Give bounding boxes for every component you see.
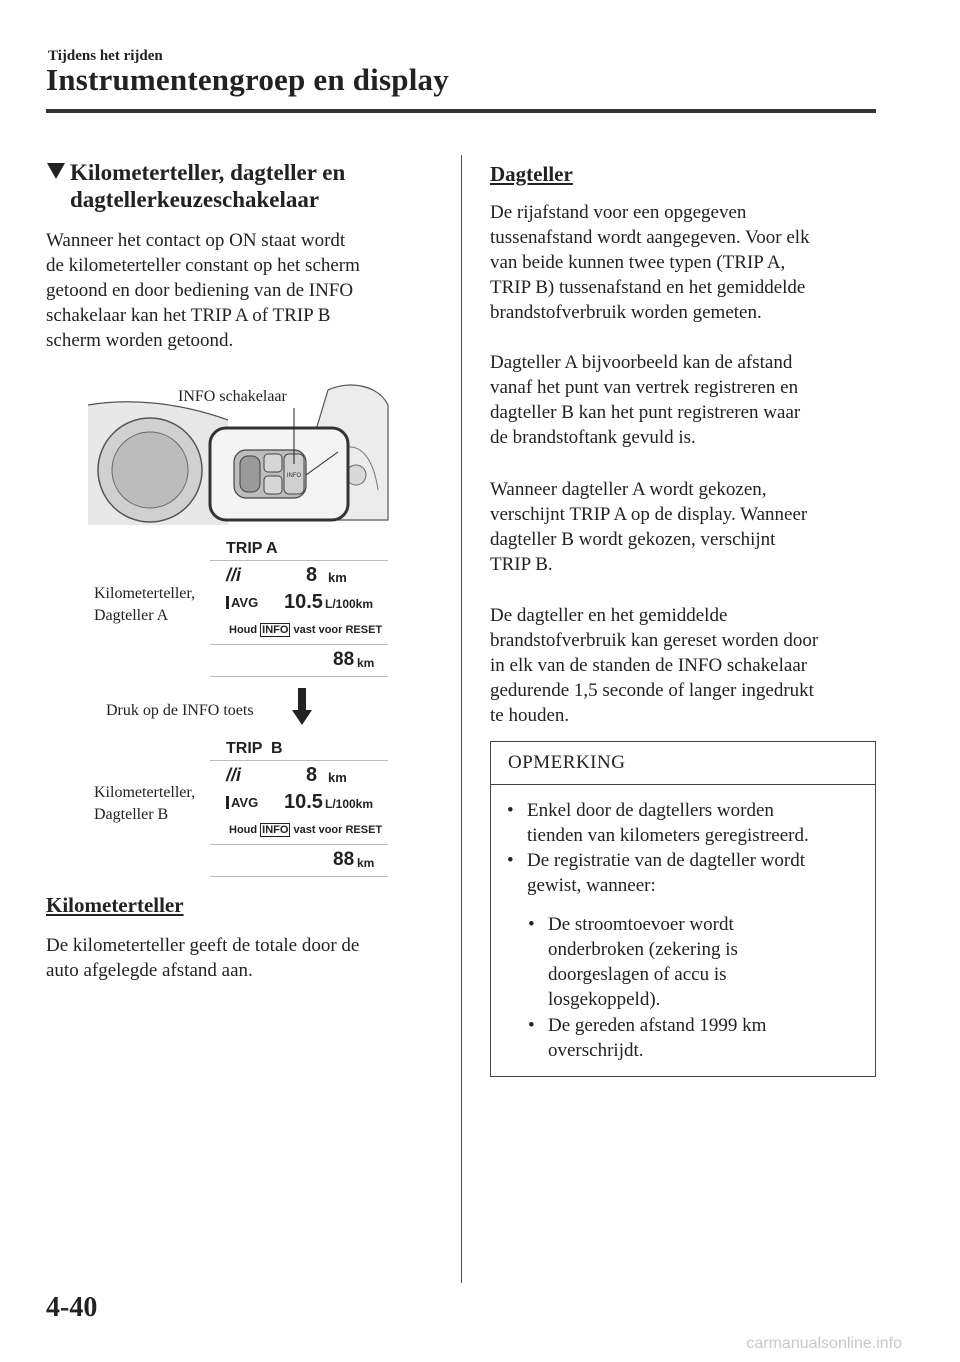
divider bbox=[210, 876, 388, 877]
bullet-line: Enkel door de dagtellers worden bbox=[527, 800, 774, 821]
bullet-line: De gereden afstand 1999 km bbox=[548, 1015, 767, 1036]
section-label: Tijdens het rijden bbox=[48, 48, 163, 64]
avg-fuel-unit: L/100km bbox=[325, 797, 374, 811]
hint-text: vast voor RESET bbox=[293, 824, 383, 836]
column-divider bbox=[461, 155, 462, 1283]
display-trip-a bbox=[210, 540, 388, 678]
text-line: Wanneer het contact op ON staat wordt bbox=[46, 230, 346, 251]
paragraph-3 bbox=[490, 477, 807, 577]
text-line: schakelaar kan het TRIP A of TRIP B bbox=[46, 305, 331, 326]
paragraph-2 bbox=[490, 350, 800, 450]
divider bbox=[210, 644, 388, 645]
trip-distance: 8 bbox=[306, 564, 318, 586]
fuel-pump-icon: //i bbox=[226, 565, 242, 585]
title-rule bbox=[46, 109, 876, 113]
display-a-caption bbox=[94, 583, 195, 627]
trip-distance: 8 bbox=[306, 764, 318, 786]
note-sub-bullet bbox=[528, 912, 868, 1012]
distance-unit: km bbox=[328, 570, 347, 585]
text-line: De kilometerteller geeft de totale door de bbox=[46, 935, 360, 956]
text-line: Dagteller A bijvoorbeeld kan de afstand bbox=[490, 352, 793, 373]
bullet-line: De registratie van de dagteller wordt bbox=[527, 850, 806, 871]
avg-fuel-value: 10.5 bbox=[284, 791, 323, 813]
caption-line: Dagteller A bbox=[94, 607, 169, 624]
text-line: TRIP B. bbox=[490, 554, 553, 575]
divider bbox=[210, 676, 388, 677]
section-heading bbox=[46, 160, 345, 186]
avg-fuel-unit: L/100km bbox=[325, 597, 374, 611]
hint-text: vast voor RESET bbox=[293, 624, 383, 636]
odometer-heading: Kilometerteller bbox=[46, 893, 184, 917]
triangle-down-icon bbox=[46, 160, 70, 186]
text-line: te houden. bbox=[490, 705, 570, 726]
caption-line: Kilometerteller, bbox=[94, 585, 196, 602]
text-line: dagteller B wordt gekozen, verschijnt bbox=[490, 529, 776, 550]
hint-text: Houd bbox=[229, 624, 258, 636]
caption-line: Dagteller B bbox=[94, 806, 169, 823]
bullet-line: overschrijdt. bbox=[548, 1040, 644, 1061]
heading-line-2: dagtellerkeuzeschakelaar bbox=[70, 187, 320, 212]
text-line: de brandstoftank gevuld is. bbox=[490, 427, 696, 448]
distance-unit: km bbox=[328, 770, 347, 785]
display-b-caption bbox=[94, 782, 195, 826]
avg-bar-icon bbox=[226, 596, 229, 609]
info-switch-label: INFO schakelaar bbox=[178, 388, 287, 405]
odometer-unit: km bbox=[357, 856, 375, 870]
note-bullet bbox=[507, 848, 867, 898]
trip-label: TRIP B bbox=[226, 740, 283, 757]
paragraph-4 bbox=[490, 603, 818, 728]
svg-text:INFO: INFO bbox=[286, 473, 302, 479]
bullet-icon: • bbox=[507, 850, 514, 871]
press-info-label: Druk op de INFO toets bbox=[106, 702, 254, 719]
display-trip-b bbox=[210, 740, 388, 878]
bullet-icon: • bbox=[528, 1015, 535, 1036]
text-line: TRIP B) tussenafstand en het gemiddelde bbox=[490, 277, 806, 298]
odometer-value: 88 bbox=[333, 649, 355, 670]
bullet-icon: • bbox=[507, 800, 514, 821]
bullet-line: gewist, wanneer: bbox=[527, 875, 656, 896]
text-line: De dagteller en het gemiddelde bbox=[490, 605, 728, 626]
text-line: gedurende 1,5 seconde of langer ingedrukt bbox=[490, 680, 814, 701]
odometer-value: 88 bbox=[333, 849, 355, 870]
text-line: van beide kunnen twee typen (TRIP A, bbox=[490, 252, 786, 273]
note-sub-bullet bbox=[528, 1013, 868, 1063]
arrow-down-icon bbox=[292, 688, 312, 731]
divider bbox=[210, 844, 388, 845]
fuel-pump-icon: //i bbox=[226, 765, 242, 785]
note-box bbox=[490, 741, 876, 1077]
info-key-badge: INFO bbox=[262, 624, 289, 636]
text-line: vanaf het punt van vertrek registreren en bbox=[490, 377, 799, 398]
info-key-badge: INFO bbox=[262, 824, 289, 836]
heading-line-1: Kilometerteller, dagteller en bbox=[70, 160, 346, 185]
text-line: tussenafstand wordt aangegeven. Voor elk bbox=[490, 227, 810, 248]
bullet-line: losgekoppeld). bbox=[548, 989, 661, 1010]
avg-bar-icon bbox=[226, 796, 229, 809]
text-line: brandstofverbruik kan gereset worden door bbox=[490, 630, 819, 651]
bullet-line: doorgeslagen of accu is bbox=[548, 964, 727, 985]
avg-fuel-value: 10.5 bbox=[284, 591, 323, 613]
avg-label: AVG bbox=[231, 795, 259, 810]
text-line: brandstofverbruik worden gemeten. bbox=[490, 302, 762, 323]
divider bbox=[210, 760, 388, 761]
text-line: Wanneer dagteller A wordt gekozen, bbox=[490, 479, 767, 500]
note-title: OPMERKING bbox=[491, 742, 875, 785]
page-number: 4-40 bbox=[46, 1292, 98, 1323]
trip-meter-heading: Dagteller bbox=[490, 162, 573, 186]
reset-hint bbox=[229, 624, 382, 636]
caption-line: Kilometerteller, bbox=[94, 784, 196, 801]
paragraph-1 bbox=[490, 200, 810, 325]
text-line: de kilometerteller constant op het scherm bbox=[46, 255, 360, 276]
odometer-paragraph bbox=[46, 933, 359, 983]
text-line: verschijnt TRIP A op de display. Wanneer bbox=[490, 504, 808, 525]
trip-label: TRIP A bbox=[226, 540, 278, 557]
hint-text: Houd bbox=[229, 824, 258, 836]
page-title: Instrumentengroep en display bbox=[46, 62, 449, 97]
odometer-unit: km bbox=[357, 656, 375, 670]
intro-paragraph bbox=[46, 228, 360, 353]
text-line: dagteller B kan het punt registreren waar bbox=[490, 402, 801, 423]
watermark: carmanualsonline.info bbox=[746, 1335, 902, 1352]
bullet-line: De stroomtoevoer wordt bbox=[548, 914, 734, 935]
text-line: getoond en door bediening van de INFO bbox=[46, 280, 354, 301]
note-bullet bbox=[507, 798, 867, 848]
reset-hint bbox=[229, 824, 382, 836]
text-line: in elk van de standen de INFO schakelaar bbox=[490, 655, 808, 676]
bullet-line: onderbroken (zekering is bbox=[548, 939, 738, 960]
divider bbox=[210, 560, 388, 561]
text-line: De rijafstand voor een opgegeven bbox=[490, 202, 747, 223]
text-line: auto afgelegde afstand aan. bbox=[46, 960, 253, 981]
avg-label: AVG bbox=[231, 595, 259, 610]
bullet-line: tienden van kilometers geregistreerd. bbox=[527, 825, 809, 846]
bullet-icon: • bbox=[528, 914, 535, 935]
text-line: scherm worden getoond. bbox=[46, 330, 234, 351]
